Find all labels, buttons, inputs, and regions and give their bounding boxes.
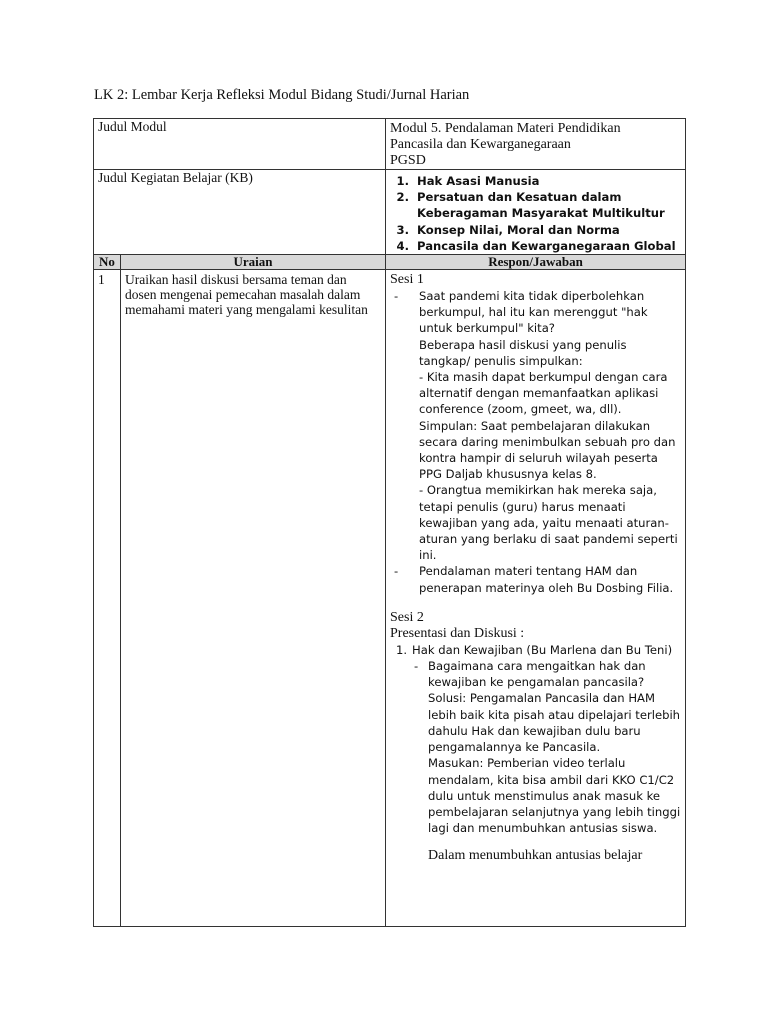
sesi1-item-line: Beberapa hasil diskusi yang penulis tangkap/ penulis simpulkan: bbox=[419, 337, 627, 368]
sesi2-subitem bbox=[390, 658, 681, 836]
sesi2-title: Sesi 2 bbox=[390, 609, 424, 625]
header-uraian: Uraian bbox=[121, 255, 386, 270]
continued-paragraph: Dalam menumbuhkan antusias belajar bbox=[428, 848, 643, 864]
sesi1-item-line: Simpulan: Saat pembelajaran dilakukan secara daring menimbulkan sebuah pro dan kontra hampir di seluruh wilayah peserta PPG Daljab khususnya kelas 8. bbox=[419, 418, 676, 482]
header-row bbox=[94, 255, 686, 270]
judul-modul-value bbox=[386, 119, 686, 170]
judul-modul-line3: PGSD bbox=[390, 153, 426, 168]
kb-label: Judul Kegiatan Belajar (KB) bbox=[94, 170, 386, 255]
sesi2-item bbox=[390, 642, 681, 658]
sesi2-subtitle: Presentasi dan Diskusi : bbox=[390, 625, 525, 641]
sesi2-item-number: 1. bbox=[396, 642, 408, 657]
dash-marker: - bbox=[394, 564, 399, 579]
judul-modul-line1: Modul 5. Pendalaman Materi Pendidikan bbox=[390, 121, 621, 136]
judul-modul-label: Judul Modul bbox=[94, 119, 386, 170]
document-title: LK 2: Lembar Kerja Refleksi Modul Bidang Studi/Jurnal Harian bbox=[94, 87, 470, 103]
sesi1-item-line: - Orangtua memikirkan hak mereka saja, tetapi penulis (guru) harus menaati kewajiban yang ada, yaitu menaati aturan-aturan yang berlaku di saat pandemi seperti ini. bbox=[419, 483, 678, 563]
row-number: 1 bbox=[94, 270, 121, 927]
reflection-table bbox=[93, 118, 686, 927]
kb-list bbox=[390, 173, 681, 254]
sesi1-title: Sesi 1 bbox=[390, 272, 424, 288]
kb-item: 4. Pancasila dan Kewarganegaraan Global bbox=[413, 238, 681, 254]
row-judul-modul bbox=[94, 119, 686, 170]
uraian-text: Uraikan hasil diskusi bersama teman dan dosen mengenai pemecahan masalah dalam memahami materi yang mengalami kesulitan bbox=[121, 270, 386, 927]
kb-item: 3. Konsep Nilai, Moral dan Norma bbox=[413, 222, 681, 238]
dash-marker: - bbox=[394, 289, 399, 304]
judul-modul-line2: Pancasila dan Kewarganegaraan bbox=[390, 137, 571, 152]
respon-cell bbox=[386, 270, 686, 927]
kb-item: 2. Persatuan dan Kesatuan dalam Keberagaman Masyarakat Multikultur bbox=[413, 189, 681, 221]
sesi1-item-line: - Kita masih dapat berkumpul dengan cara alternatif dengan memanfaatkan aplikasi conference (zoom, gmeet, wa, dll). bbox=[419, 370, 668, 417]
sesi2-subitem-line: Masukan: Pemberian video terlalu mendalam, kita bisa ambil dari KKO C1/C2 dulu untuk menstimulus anak masuk ke pembelajaran selanjutnya yang lebih tinggi lagi dan menumbuhkan antusias siswa. bbox=[428, 756, 681, 836]
kb-list-cell bbox=[386, 170, 686, 255]
header-no: No bbox=[94, 255, 121, 270]
sesi2-subitem-line: Bagaimana cara mengaitkan hak dan kewajiban ke pengamalan pancasila? bbox=[428, 659, 646, 690]
table-row bbox=[94, 270, 686, 927]
sesi2-item-text: Hak dan Kewajiban (Bu Marlena dan Bu Teni) bbox=[412, 642, 673, 657]
header-respon: Respon/Jawaban bbox=[386, 255, 686, 270]
kb-item: 1. Hak Asasi Manusia bbox=[413, 173, 681, 189]
row-kegiatan-belajar bbox=[94, 170, 686, 255]
sesi2-subitem-line: Solusi: Pengamalan Pancasila dan HAM lebih baik kita pisah atau dipelajari terlebih dahulu Hak dan kewajiban dulu baru pengamalannya ke Pancasila. bbox=[428, 691, 681, 755]
sesi1-item-text: Pendalaman materi tentang HAM dan penerapan materinya oleh Bu Dosbing Filia. bbox=[419, 564, 674, 595]
sesi1-item bbox=[390, 563, 681, 595]
sesi1-item-text: Saat pandemi kita tidak diperbolehkan berkumpul, hal itu kan merenggut "hak untuk berkumpul" kita? bbox=[419, 289, 648, 336]
sesi1-item bbox=[390, 288, 681, 563]
dash-marker: - bbox=[414, 659, 419, 674]
